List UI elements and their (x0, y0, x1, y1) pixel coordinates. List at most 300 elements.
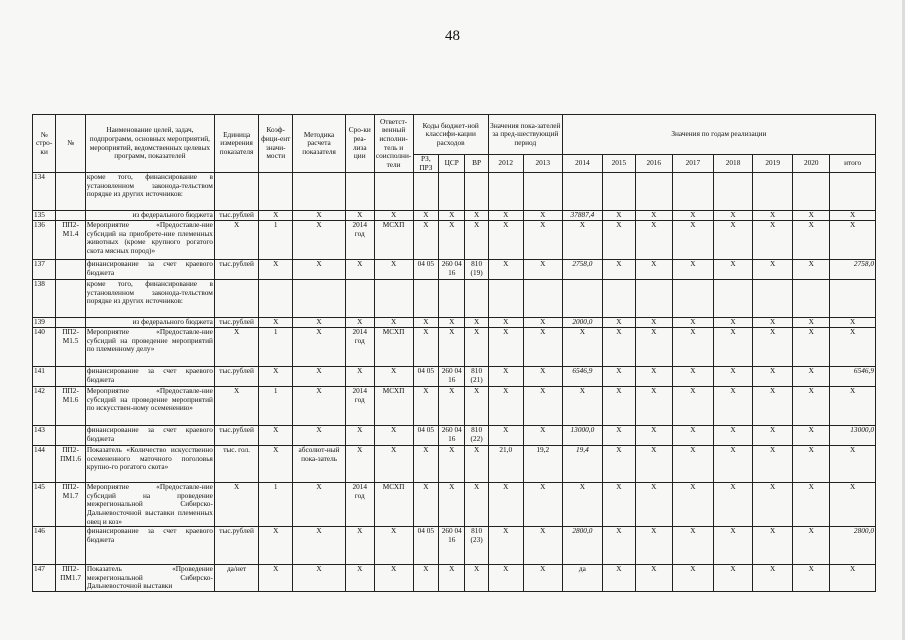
row-csr (439, 173, 465, 211)
header-2017: 2017 (672, 155, 713, 173)
row-2012: 21,0 (488, 446, 523, 483)
row-name: из федерального бюджета (85, 211, 214, 221)
row-2013: X (523, 367, 562, 387)
row-2020: X (793, 527, 830, 565)
row-number: 140 (33, 328, 56, 367)
row-executor: X (374, 260, 413, 280)
row-2017: X (672, 260, 713, 280)
table-row (33, 565, 876, 592)
row-2018: X (713, 260, 752, 280)
row-number: 142 (33, 387, 56, 426)
row-vr: X (465, 483, 488, 527)
row-2018: X (713, 318, 752, 328)
row-coef: X (259, 318, 293, 328)
row-2015 (602, 280, 635, 318)
row-2020: X (793, 367, 830, 387)
row-2016: X (635, 426, 672, 446)
header-2015: 2015 (602, 155, 635, 173)
row-rz: X (413, 483, 438, 527)
row-2016: X (635, 367, 672, 387)
row-method: X (293, 328, 346, 367)
row-2017: X (672, 426, 713, 446)
row-2020: X (793, 260, 830, 280)
table-row (33, 318, 876, 328)
row-total: X (830, 387, 876, 426)
row-2017: X (672, 483, 713, 527)
row-unit: тыс.рублей (214, 211, 258, 221)
row-2013: X (523, 387, 562, 426)
row-name: из федерального бюджета (85, 318, 214, 328)
row-2015: X (602, 387, 635, 426)
row-2019: X (753, 565, 793, 592)
row-number: 141 (33, 367, 56, 387)
row-2019: X (753, 387, 793, 426)
row-rz: X (413, 387, 438, 426)
row-2013: X (523, 328, 562, 367)
row-rz: X (413, 318, 438, 328)
row-2017: X (672, 565, 713, 592)
row-term: 2014 год (346, 483, 375, 527)
row-2014: X (562, 483, 602, 527)
table-row (33, 211, 876, 221)
row-2020: X (793, 211, 830, 221)
table-row (33, 426, 876, 446)
row-executor: X (374, 318, 413, 328)
row-2016 (635, 280, 672, 318)
table-row (33, 527, 876, 565)
row-executor: X (374, 565, 413, 592)
row-2015: X (602, 527, 635, 565)
row-coef (259, 173, 293, 211)
row-name: финансирование за счет краевого бюджета (85, 260, 214, 280)
row-csr: X (439, 565, 465, 592)
row-vr: 810 (21) (465, 367, 488, 387)
header-years-values: Значения по годам реализации (562, 115, 875, 155)
header-rz: РЗ, ПРЗ (413, 155, 438, 173)
row-vr: X (465, 387, 488, 426)
row-2019: X (753, 211, 793, 221)
row-name: Показатель «Проведение межрегиональной Сибирско-Дальневосточной выставки (86, 564, 213, 591)
row-2016: X (635, 328, 672, 367)
row-2018: X (713, 328, 752, 367)
row-2012: X (488, 211, 523, 221)
header-name: Наименование целей, задач, подпрограмм, основных мероприятий, мероприятий, ведомственных целевых программ, показателей (85, 115, 214, 173)
row-code (56, 426, 86, 446)
table-row (33, 280, 876, 318)
row-total: 6546,9 (830, 367, 876, 387)
row-2012: X (488, 367, 523, 387)
row-2014 (562, 280, 602, 318)
row-coef: 1 (259, 328, 293, 367)
row-2012: X (488, 221, 523, 260)
row-term: X (346, 527, 375, 565)
table-row (33, 446, 876, 483)
row-unit: тыс.рублей (214, 367, 258, 387)
row-2019: X (753, 527, 793, 565)
row-total: 13000,0 (830, 426, 876, 446)
row-2019: X (753, 367, 793, 387)
row-method: X (293, 565, 346, 592)
row-term: X (346, 565, 375, 592)
header-2013: 2013 (523, 155, 562, 173)
row-csr: 260 04 16 (439, 426, 465, 446)
row-total (830, 173, 876, 211)
row-coef (259, 280, 293, 318)
row-term: 2014 год (346, 221, 375, 260)
row-executor: X (374, 446, 413, 483)
row-2016: X (635, 211, 672, 221)
row-2017: X (672, 367, 713, 387)
row-2014: да (562, 565, 602, 592)
row-name: кроме того, финансирование в установленном законода-тельством порядке из других источников: (85, 173, 214, 211)
row-total: X (830, 318, 876, 328)
row-total: X (830, 211, 876, 221)
row-executor: МСХП (374, 387, 413, 426)
row-code (56, 318, 86, 328)
row-rz: 04 05 (413, 260, 438, 280)
row-name: финансирование за счет краевого бюджета (85, 426, 214, 446)
row-csr: 260 04 16 (439, 260, 465, 280)
row-coef: 1 (259, 483, 293, 527)
row-number: 145 (33, 483, 56, 527)
row-2013: X (523, 221, 562, 260)
row-2017: X (672, 328, 713, 367)
row-total: X (830, 565, 876, 592)
row-rz: X (413, 565, 438, 592)
row-unit (214, 173, 258, 211)
row-2018: X (713, 387, 752, 426)
row-rz (413, 173, 438, 211)
row-coef: X (259, 446, 293, 483)
row-2015: X (602, 318, 635, 328)
row-2015 (602, 173, 635, 211)
row-code (56, 280, 86, 318)
row-rz: X (413, 211, 438, 221)
row-2017: X (672, 387, 713, 426)
header-2012: 2012 (488, 155, 523, 173)
row-vr: X (465, 318, 488, 328)
header-2020: 2020 (793, 155, 830, 173)
row-2012: X (488, 483, 523, 527)
row-term (346, 280, 375, 318)
header-2018: 2018 (713, 155, 752, 173)
row-executor: МСХП (374, 221, 413, 260)
row-2020: X (793, 221, 830, 260)
row-2016: X (635, 446, 672, 483)
row-vr: X (465, 565, 488, 592)
row-2020: X (793, 318, 830, 328)
header-method: Методика расчета показателя (293, 115, 346, 173)
row-unit: да/нет (214, 565, 258, 592)
row-coef: 1 (259, 387, 293, 426)
row-2020: X (793, 387, 830, 426)
row-2019: X (753, 328, 793, 367)
row-rz: X (413, 328, 438, 367)
header-executor: Ответст-венный исполни-тель и соисполни-тели (374, 115, 413, 173)
row-method: абсолют-ный пока-затель (293, 446, 346, 483)
row-rz (413, 280, 438, 318)
row-coef: X (259, 367, 293, 387)
row-name: финансирование за счет краевого бюджета (85, 527, 214, 565)
row-2016: X (635, 565, 672, 592)
row-unit: тыс.рублей (214, 426, 258, 446)
row-2012: X (488, 387, 523, 426)
row-coef: X (259, 426, 293, 446)
row-2014 (562, 173, 602, 211)
row-2017: X (672, 211, 713, 221)
row-2018: X (713, 211, 752, 221)
table-header (33, 115, 876, 173)
row-executor: МСХП (374, 328, 413, 367)
row-csr: X (439, 387, 465, 426)
table-row (33, 387, 876, 426)
row-2014: X (562, 221, 602, 260)
table-row (33, 260, 876, 280)
row-2020: X (793, 328, 830, 367)
row-executor: X (374, 367, 413, 387)
row-2014: 37887,4 (562, 211, 602, 221)
row-2013: X (523, 260, 562, 280)
row-vr: X (465, 211, 488, 221)
row-csr: X (439, 221, 465, 260)
row-2015: X (602, 211, 635, 221)
row-2018: X (713, 483, 752, 527)
row-2017: X (672, 446, 713, 483)
row-2014: X (562, 387, 602, 426)
row-vr: X (465, 328, 488, 367)
row-number: 134 (33, 173, 56, 211)
row-number: 146 (33, 527, 56, 565)
row-2020 (793, 173, 830, 211)
row-method: X (293, 260, 346, 280)
row-2016: X (635, 527, 672, 565)
indicators-table (32, 114, 876, 592)
row-coef: X (259, 211, 293, 221)
header-csr: ЦСР (439, 155, 465, 173)
row-csr (439, 280, 465, 318)
row-term (346, 173, 375, 211)
row-2013: X (523, 483, 562, 527)
row-coef: X (259, 260, 293, 280)
table-row (33, 367, 876, 387)
row-total: X (830, 221, 876, 260)
row-vr (465, 173, 488, 211)
row-name: Мероприятие «Предоставле-ние субсидий на проведение межрегиональной Сибирско-Дальневосточной выставки племенных овец и коз» (86, 482, 213, 526)
row-term: X (346, 260, 375, 280)
row-2018 (713, 280, 752, 318)
table-row (33, 173, 876, 211)
row-2012: X (488, 565, 523, 592)
row-2012 (488, 173, 523, 211)
row-2013: 19,2 (523, 446, 562, 483)
row-2016: X (635, 387, 672, 426)
row-unit: тыс.рублей (214, 527, 258, 565)
row-2013 (523, 173, 562, 211)
row-number: 147 (33, 565, 56, 592)
page-number: 48 (445, 28, 460, 44)
row-number: 139 (33, 318, 56, 328)
row-number: 143 (33, 426, 56, 446)
row-term: X (346, 211, 375, 221)
row-unit: X (214, 483, 258, 527)
row-code: ПП2-М1.4 (56, 221, 86, 260)
row-2017: X (672, 527, 713, 565)
row-csr: 260 04 16 (439, 527, 465, 565)
header-vr: ВР (465, 155, 488, 173)
row-coef: 1 (259, 221, 293, 260)
row-2019: X (753, 260, 793, 280)
row-2016: X (635, 483, 672, 527)
table-row (33, 328, 876, 367)
header-total: итого (830, 155, 876, 173)
row-2015: X (602, 367, 635, 387)
row-unit: X (214, 387, 258, 426)
row-2015: X (602, 483, 635, 527)
row-total: X (830, 328, 876, 367)
row-total: X (830, 483, 876, 527)
row-unit: тыс.рублей (214, 260, 258, 280)
row-code: ПП2-М1.6 (56, 387, 86, 426)
row-total: 2758,0 (830, 260, 876, 280)
row-unit: X (214, 328, 258, 367)
row-2014: 6546,9 (562, 367, 602, 387)
row-2018: X (713, 527, 752, 565)
row-2019 (753, 280, 793, 318)
row-2012 (488, 280, 523, 318)
header-budget-codes: Коды бюджет-ной классифи-кации расходов (413, 115, 488, 155)
row-2014: 19,4 (562, 446, 602, 483)
row-method: X (293, 221, 346, 260)
table-body (33, 173, 876, 592)
table-row (33, 483, 876, 527)
row-name: Мероприятие «Предоставле-ние субсидий на приобрете-ние племенных животных (кроме крупного рогатого скота мясных пород)» (85, 221, 214, 260)
row-2012: X (488, 318, 523, 328)
row-number: 144 (33, 446, 56, 483)
row-code (56, 527, 86, 565)
row-2019: X (753, 483, 793, 527)
row-2016: X (635, 318, 672, 328)
row-rz: 04 05 (413, 426, 438, 446)
row-2017 (672, 173, 713, 211)
row-2015: X (602, 446, 635, 483)
row-2017 (672, 280, 713, 318)
row-executor: X (374, 527, 413, 565)
row-unit (214, 280, 258, 318)
row-2013: X (523, 426, 562, 446)
row-csr: X (439, 328, 465, 367)
row-2014: 2000,0 (562, 318, 602, 328)
row-2020: X (793, 446, 830, 483)
row-term: X (346, 446, 375, 483)
row-2015: X (602, 426, 635, 446)
row-2012: X (488, 328, 523, 367)
row-coef: X (259, 527, 293, 565)
header-coef: Коэф-фици-ент значи-мости (259, 115, 293, 173)
row-2017: X (672, 318, 713, 328)
row-2019: X (753, 446, 793, 483)
table-row (33, 221, 876, 260)
row-rz: 04 05 (413, 527, 438, 565)
row-method: X (293, 426, 346, 446)
row-name: кроме того, финансирование в установленном законода-тельством порядке из других источников: (85, 280, 214, 318)
header-2019: 2019 (753, 155, 793, 173)
row-2013: X (523, 318, 562, 328)
header-term: Сро-ки реа-лиза ции (346, 115, 375, 173)
row-method: X (293, 318, 346, 328)
row-rz: 04 05 (413, 367, 438, 387)
row-2016: X (635, 221, 672, 260)
row-rz: X (413, 446, 438, 483)
row-term: X (346, 367, 375, 387)
row-2018: X (713, 446, 752, 483)
row-2015: X (602, 328, 635, 367)
row-code: ПП2-ПМ1.6 (56, 446, 86, 483)
header-row-num: № стро-ки (33, 115, 56, 173)
row-2012: X (488, 260, 523, 280)
row-2013: X (523, 565, 562, 592)
row-2013: X (523, 527, 562, 565)
row-unit: тыс.рублей (214, 318, 258, 328)
row-executor: X (374, 211, 413, 221)
row-vr: X (465, 446, 488, 483)
row-code: ПП2-М1.7 (56, 483, 86, 527)
row-number: 135 (33, 211, 56, 221)
row-code (56, 260, 86, 280)
row-code (56, 367, 86, 387)
row-2018: X (713, 221, 752, 260)
row-code (56, 211, 86, 221)
row-2019: X (753, 318, 793, 328)
row-csr: 260 04 16 (439, 367, 465, 387)
row-method: X (293, 483, 346, 527)
row-total: X (830, 446, 876, 483)
row-rz: X (413, 221, 438, 260)
row-executor: X (374, 426, 413, 446)
row-2015: X (602, 260, 635, 280)
row-vr: 810 (19) (465, 260, 488, 280)
row-2018 (713, 173, 752, 211)
header-num: № (56, 115, 86, 173)
row-csr: X (439, 318, 465, 328)
row-term: 2014 год (346, 387, 375, 426)
row-2016 (635, 173, 672, 211)
row-name: Мероприятие «Предоставле-ние субсидий на проведение мероприятий по племенному делу» (85, 328, 214, 367)
row-executor: МСХП (374, 483, 413, 527)
row-csr: X (439, 211, 465, 221)
row-2020: X (793, 565, 830, 592)
row-2014: X (562, 328, 602, 367)
row-name: Показатель «Количество искусственно осемененного маточного поголовья крупно-го рогатого скота» (85, 446, 214, 483)
row-2014: 13000,0 (562, 426, 602, 446)
row-vr: X (465, 221, 488, 260)
row-coef: X (259, 565, 293, 592)
row-2016: X (635, 260, 672, 280)
row-2014: 2758,0 (562, 260, 602, 280)
row-method: X (293, 367, 346, 387)
row-2012: X (488, 527, 523, 565)
row-2019: X (753, 221, 793, 260)
row-executor (374, 173, 413, 211)
row-unit: X (214, 221, 258, 260)
row-method: X (293, 527, 346, 565)
row-2013: X (523, 211, 562, 221)
row-code: ПП2-ПМ1.7 (56, 565, 86, 592)
row-2018: X (713, 367, 752, 387)
row-unit: тыс. гол. (214, 446, 258, 483)
row-2017: X (672, 221, 713, 260)
row-2020: X (793, 426, 830, 446)
row-method: X (293, 211, 346, 221)
